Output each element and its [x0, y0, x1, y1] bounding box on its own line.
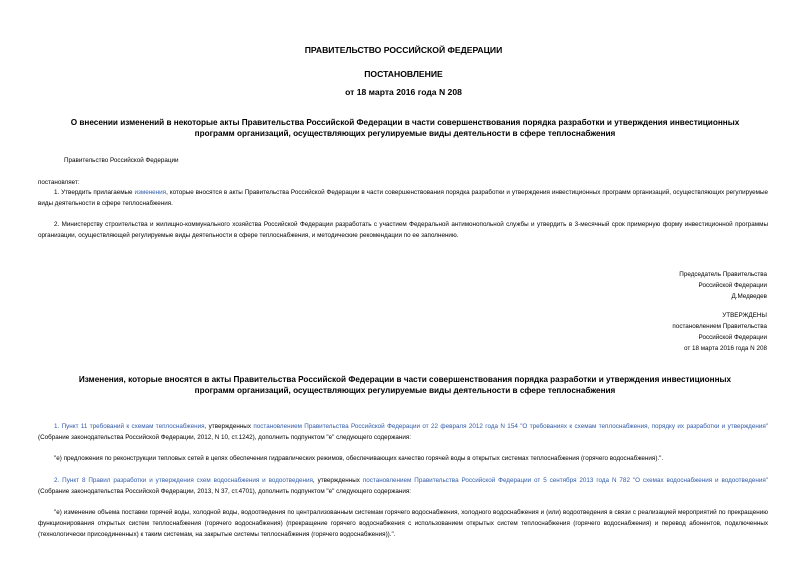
change-item-1-text-2: (Собрание законодательства Российской Федерации, 2012, N 10, ст.1242), дополнить подпунктом "е" следующего содержания: [38, 434, 412, 441]
paragraph-1-start: 1. Утвердить прилагаемые [54, 189, 135, 196]
signature-country: Российской Федерации [698, 282, 767, 289]
change-item-2-text-2: (Собрание законодательства Российской Федерации, 2013, N 37, ст.4701), дополнить подпунктом "е" следующего содержания: [38, 488, 412, 495]
change-item-1-text: , утвержденных [204, 423, 254, 430]
paragraph-2: 2. Министерству строительства и жилищно-коммунального хозяйства Российской Федерации разработать с участием Федеральной антимонопольной службы и утвердить в 3-месячный срок примерную форму инвестиционной программы организации, осуществляющей регулируемые виды деятельности в сфере теплоснабжения, и методические рекомендации по ее заполнению. [38, 221, 768, 239]
approved-by: постановлением Правительства [672, 323, 767, 330]
changes-title: Изменения, которые вносятся в акты Правительства Российской Федерации в части совершенствования порядка разработки и утверждения инвестиционных программ организаций, осуществляющих регулируемые виды деятельности в сфере теплоснабжения [78, 375, 732, 395]
change-item-1 [38, 421, 768, 443]
document-date-number: от 18 марта 2016 года N 208 [345, 87, 462, 97]
changes-link[interactable]: изменения [134, 189, 167, 196]
paragraph-1-end: , которые вносятся в акты Правительства Российской Федерации в части совершенствования порядка разработки и утверждения инвестиционных программ организаций, осуществляющих регулируемые виды деятельности в сфере теплоснабжения. [38, 189, 769, 207]
document-type: ПОСТАНОВЛЕНИЕ [364, 69, 443, 79]
document-title: О внесении изменений в некоторые акты Правительства Российской Федерации в части совершенствования порядка разработки и утверждения инвестиционных программ организаций, осуществляющих регулируемые виды деятельности в сфере теплоснабжения [70, 118, 740, 138]
heat-supply-requirements-link[interactable]: 1. Пункт 11 требований к схемам теплоснабжения [54, 423, 205, 430]
issuer-text: Правительство Российской Федерации [64, 157, 179, 164]
paragraph-1 [38, 187, 768, 209]
change-item-2-quote: "е) изменение объема поставки горячей воды, холодной воды, водоотведения по централизованным системам горячего водоснабжения, холодного водоснабжения и (или) водоотведения в связи с реализацией мероприятий по прекращению функционирования открытых систем теплоснабжения (горячего водоснабжения) (прекращение горячего водоснабжения с использованием открытых систем теплоснабжения (горячего водоснабжения) и перевод абонентов, подключенных (технологически присоединенных) к таким системам, на закрытые системы теплоснабжения (горячего водоснабжения)).". [38, 509, 768, 538]
signature-block [467, 269, 767, 302]
resolution-154-link[interactable]: постановлением Правительства Российской Федерации от 22 февраля 2012 года N 154 "О требованиях к схемам теплоснабжения, порядку их разработки и утверждения" [253, 423, 769, 430]
resolution-782-link[interactable]: постановлением Правительства Российской Федерации от 5 сентября 2013 года N 782 "О схемах водоснабжения и водоотведения" [362, 477, 769, 484]
change-item-1-quote: "е) предложения по реконструкции тепловых сетей в целях обеспечения гидравлических режимов, обеспечивающих качество горячей воды в открытых системах теплоснабжения (горячего водоснабжения).". [54, 455, 664, 462]
change-item-2 [38, 475, 768, 497]
decrees-text: постановляет: [38, 179, 80, 186]
water-supply-rules-link[interactable]: 2. Пункт 8 Правил разработки и утверждения схем водоснабжения и водоотведения [54, 477, 313, 484]
approved-label: УТВЕРЖДЕНЫ [722, 312, 767, 319]
change-item-2-text: , утвержденных [312, 477, 363, 484]
government-heading: ПРАВИТЕЛЬСТВО РОССИЙСКОЙ ФЕДЕРАЦИИ [304, 45, 503, 55]
approved-block [467, 310, 767, 354]
approved-country: Российской Федерации [698, 334, 767, 341]
signature-position: Председатель Правительства [679, 271, 767, 278]
approved-date: от 18 марта 2016 года N 208 [683, 345, 767, 352]
signature-name: Д.Медведев [731, 293, 767, 300]
